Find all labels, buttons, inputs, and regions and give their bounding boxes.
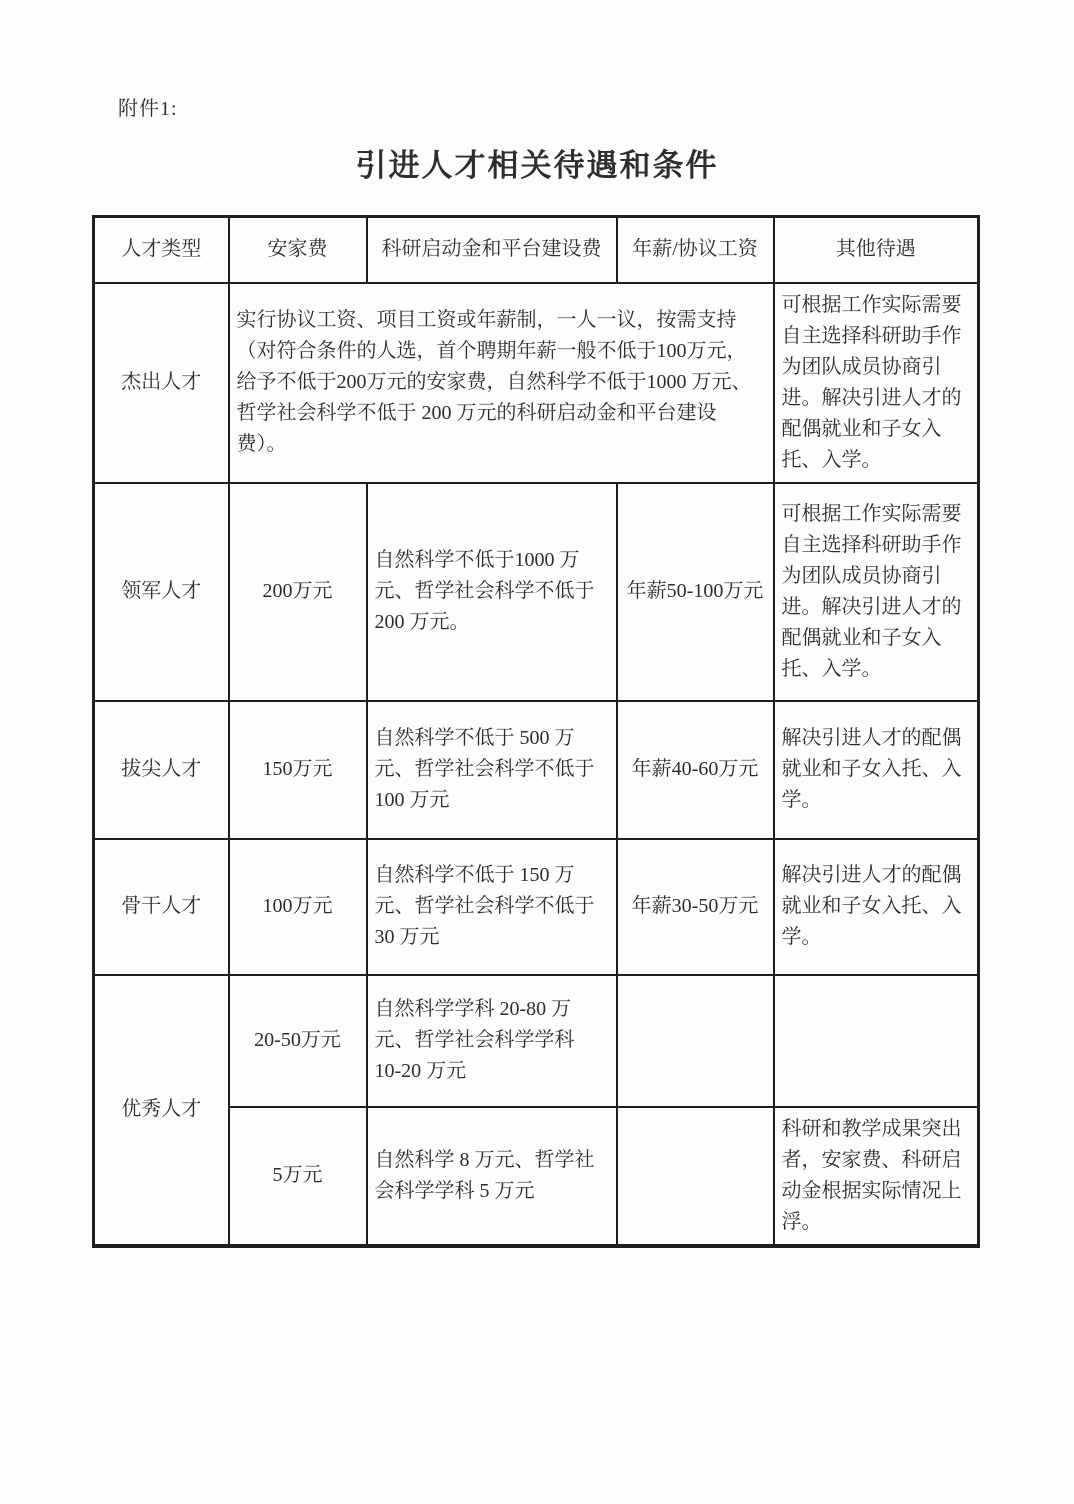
- cell-settling-fee: 20-50万元: [229, 975, 367, 1107]
- cell-settling-fee: 100万元: [229, 839, 367, 975]
- cell-settling-fee: 150万元: [229, 701, 367, 839]
- table-row: [94, 839, 979, 975]
- cell-talent-type: 优秀人才: [94, 975, 229, 1246]
- cell-other-benefits: 科研和教学成果突出者，安家费、科研启动金根据实际情况上浮。: [774, 1107, 979, 1246]
- cell-talent-type: 杰出人才: [94, 283, 229, 483]
- table-row: [94, 283, 979, 483]
- cell-research-fund: 自然科学不低于1000 万元、哲学社会科学不低于 200 万元。: [367, 483, 617, 701]
- cell-settling-fee: 5万元: [229, 1107, 367, 1246]
- attachment-label: 附件1:: [118, 98, 178, 120]
- header-talent-type: 人才类型: [94, 217, 229, 283]
- table-row: [94, 701, 979, 839]
- cell-merged-policy: 实行协议工资、项目工资或年薪制，一人一议，按需支持（对符合条件的人选，首个聘期年薪一般不低于100万元，给予不低于200万元的安家费，自然科学不低于1000 万元、哲学社会科学不低于 200 万元的科研启动金和平台建设费）。: [229, 283, 774, 483]
- cell-salary: 年薪50-100万元: [617, 483, 774, 701]
- cell-other-benefits: 解决引进人才的配偶就业和子女入托、入学。: [774, 839, 979, 975]
- cell-other-benefits: 可根据工作实际需要自主选择科研助手作为团队成员协商引进。解决引进人才的配偶就业和子女入托、入学。: [774, 483, 979, 701]
- header-salary: 年薪/协议工资: [617, 217, 774, 283]
- cell-salary: [617, 1107, 774, 1246]
- cell-salary: [617, 975, 774, 1107]
- cell-research-fund: 自然科学不低于 150 万元、哲学社会科学不低于 30 万元: [367, 839, 617, 975]
- table-row: [94, 483, 979, 701]
- table-row: [94, 975, 979, 1107]
- header-settling-fee: 安家费: [229, 217, 367, 283]
- page-title: 引进人才相关待遇和条件: [355, 148, 719, 183]
- cell-other-benefits: 解决引进人才的配偶就业和子女入托、入学。: [774, 701, 979, 839]
- header-research-fund: 科研启动金和平台建设费: [367, 217, 617, 283]
- cell-research-fund: 自然科学 8 万元、哲学社会科学学科 5 万元: [367, 1107, 617, 1246]
- cell-talent-type: 骨干人才: [94, 839, 229, 975]
- cell-research-fund: 自然科学不低于 500 万元、哲学社会科学不低于 100 万元: [367, 701, 617, 839]
- cell-talent-type: 领军人才: [94, 483, 229, 701]
- cell-research-fund: 自然科学学科 20-80 万元、哲学社会科学学科 10-20 万元: [367, 975, 617, 1107]
- cell-settling-fee: 200万元: [229, 483, 367, 701]
- table-header-row: [94, 217, 979, 283]
- cell-talent-type: 拔尖人才: [94, 701, 229, 839]
- cell-salary: 年薪40-60万元: [617, 701, 774, 839]
- cell-other-benefits: 可根据工作实际需要自主选择科研助手作为团队成员协商引进。解决引进人才的配偶就业和子女入托、入学。: [774, 283, 979, 483]
- cell-other-benefits: [774, 975, 979, 1107]
- header-other-benefits: 其他待遇: [774, 217, 979, 283]
- cell-salary: 年薪30-50万元: [617, 839, 774, 975]
- talent-benefits-table: [92, 215, 980, 1248]
